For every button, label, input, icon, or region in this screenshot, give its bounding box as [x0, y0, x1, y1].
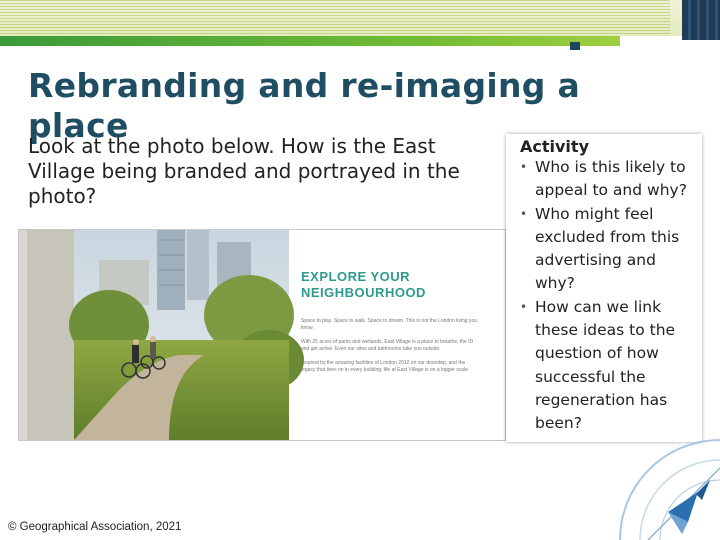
advert-photo [19, 230, 505, 440]
slide-question: Look at the photo below. How is the East Village being branded and portrayed in the photo? [28, 134, 460, 208]
header-band [0, 0, 720, 36]
advert-heading-line-2: NEIGHBOURHOOD [301, 285, 426, 300]
advert-paragraph: With 25 acres of parks and wetlands, East Village is a place to breathe, the ID and get active. Even our sites and bathrooms take you outside. [301, 339, 474, 352]
header-accent-line [0, 36, 620, 46]
header-stripes [0, 0, 670, 36]
activity-item [518, 156, 700, 203]
activity-list [518, 156, 700, 436]
activity-item-text: Who might feel excluded from this advertising and why? [535, 204, 680, 293]
header-marker [570, 42, 580, 50]
compass-icon [610, 430, 720, 540]
activity-panel [506, 134, 702, 442]
activity-item [518, 296, 700, 436]
bullet-icon: • [520, 206, 528, 221]
advert-body [301, 318, 479, 381]
advert-paragraph: Inspired by the amazing facilities of London 2012 on our doorstep, and the legacy that lives on in every building, life at East Village is on a bigger scale. [301, 360, 470, 373]
copyright-notice: © Geographical Association, 2021 [8, 521, 182, 533]
header-corner-block [682, 0, 720, 40]
bullet-icon: • [520, 299, 528, 314]
advert-paragraph: Space to play. Space to walk. Space to dream. This is not the London living you know. [301, 318, 478, 331]
bullet-icon: • [520, 160, 528, 174]
activity-title: Activity [520, 137, 589, 156]
activity-item-text: Who is this likely to appeal to and why? [535, 158, 687, 200]
advert-heading [301, 269, 491, 301]
advert-heading-line-1: EXPLORE YOUR [301, 269, 411, 284]
activity-item-text: How can we link these ideas to the question of how successful the regeneration has been? [535, 297, 676, 433]
activity-item [518, 203, 700, 296]
slide-title: Rebranding and re-imaging a place [28, 66, 581, 145]
